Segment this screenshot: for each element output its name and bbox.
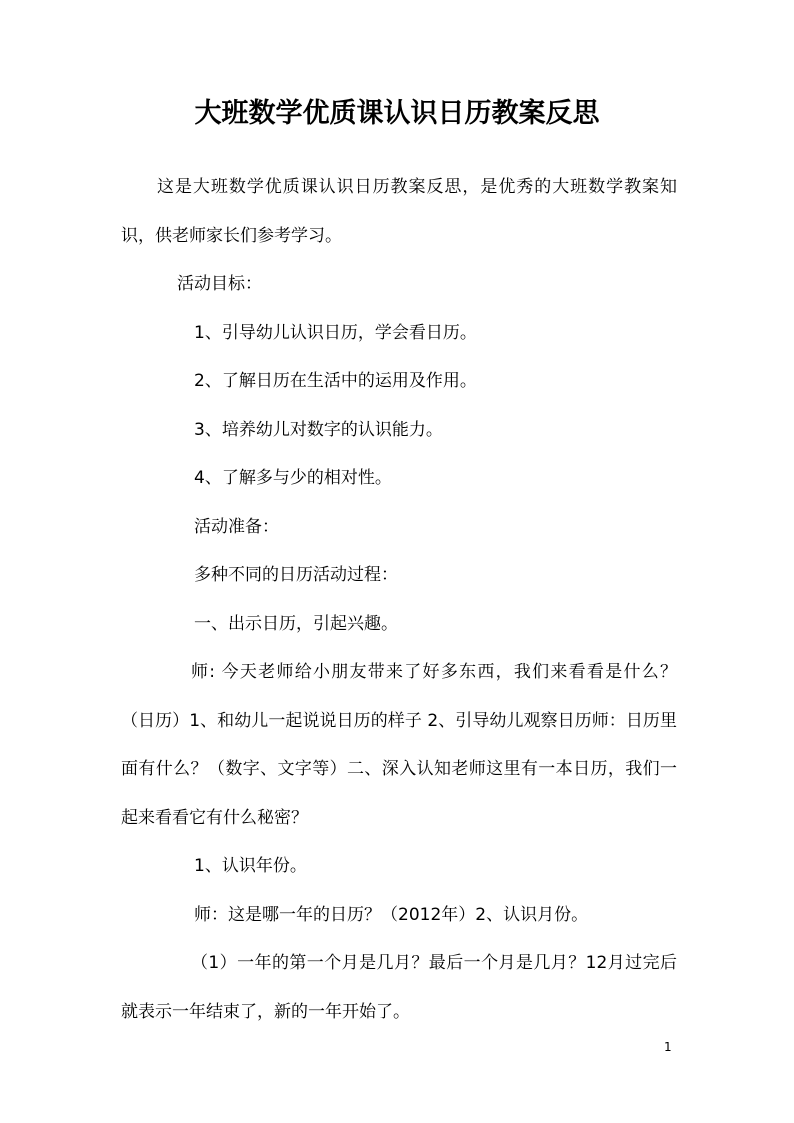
document-body <box>121 163 677 1036</box>
document-title: 大班数学优质课认识日历教案反思 <box>194 98 600 129</box>
teacher-dialogue-2: 师：这是哪一年的日历？（2012年）2、认识月份。 <box>194 904 589 925</box>
goal-item-2: 2、了解日历在生活中的运用及作用。 <box>194 371 477 391</box>
page-number: 1 <box>664 1040 672 1054</box>
goal-item-4: 4、了解多与少的相对性。 <box>194 468 392 488</box>
month-question-paragraph: （1）一年的第一个月是几月？最后一个月是几月？12月过完后就表示一年结束了，新的一年开始了。 <box>121 953 677 1022</box>
goal-item-3: 3、培养幼儿对数字的认识能力。 <box>194 419 443 440</box>
step-1-heading: 一、出示日历，引起兴趣。 <box>194 613 398 634</box>
goal-item-1: 1、引导幼儿认识日历，学会看日历。 <box>194 322 477 343</box>
prep-heading: 活动准备： <box>194 516 279 537</box>
know-year-heading: 1、认识年份。 <box>194 856 307 876</box>
teacher-dialogue-1: 师: 今天老师给小朋友带来了好多东西，我们来看看是什么？（日历）1、和幼儿一起说说日历的样子 2、引导幼儿观察日历师：日历里面有什么？（数字、文字等）二、深入认知老师这里有一本日历，我们一起来看看它有什么秘密？ <box>121 662 677 828</box>
goals-heading: 活动目标： <box>177 274 262 294</box>
prep-text: 多种不同的日历活动过程： <box>194 565 398 585</box>
intro-paragraph: 这是大班数学优质课认识日历教案反思，是优秀的大班数学教案知识，供老师家长们参考学习。 <box>121 177 677 246</box>
